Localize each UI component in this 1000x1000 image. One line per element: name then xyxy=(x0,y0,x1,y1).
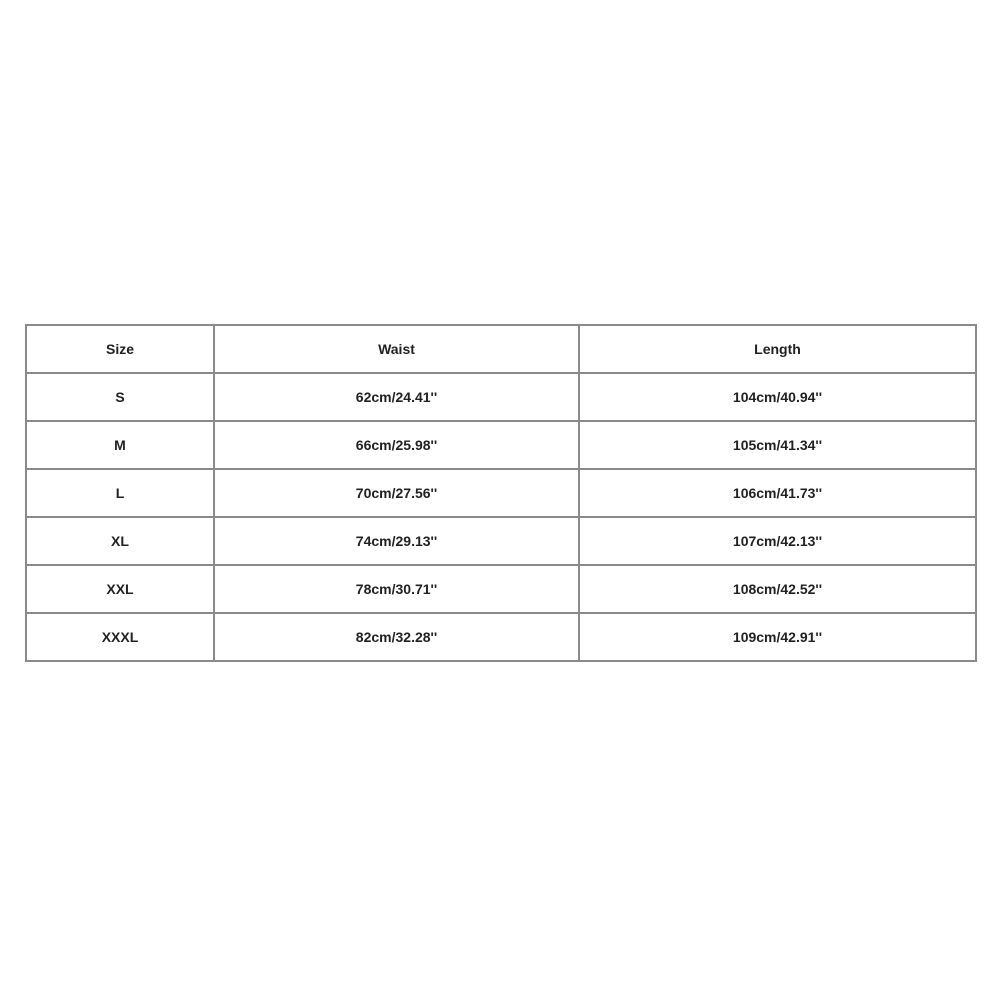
header-length: Length xyxy=(579,325,976,373)
cell-length: 107cm/42.13'' xyxy=(579,517,976,565)
cell-size: S xyxy=(26,373,214,421)
table-row xyxy=(26,613,976,661)
cell-length: 108cm/42.52'' xyxy=(579,565,976,613)
size-chart-table xyxy=(25,324,977,662)
table-row xyxy=(26,421,976,469)
cell-waist: 74cm/29.13'' xyxy=(214,517,579,565)
cell-size: L xyxy=(26,469,214,517)
cell-length: 106cm/41.73'' xyxy=(579,469,976,517)
table-header-row xyxy=(26,325,976,373)
cell-waist: 82cm/32.28'' xyxy=(214,613,579,661)
cell-length: 105cm/41.34'' xyxy=(579,421,976,469)
cell-waist: 66cm/25.98'' xyxy=(214,421,579,469)
cell-size: XXL xyxy=(26,565,214,613)
table-row xyxy=(26,517,976,565)
cell-length: 109cm/42.91'' xyxy=(579,613,976,661)
cell-size: XL xyxy=(26,517,214,565)
cell-size: XXXL xyxy=(26,613,214,661)
cell-waist: 62cm/24.41'' xyxy=(214,373,579,421)
table-row xyxy=(26,373,976,421)
cell-length: 104cm/40.94'' xyxy=(579,373,976,421)
cell-waist: 78cm/30.71'' xyxy=(214,565,579,613)
header-size: Size xyxy=(26,325,214,373)
cell-waist: 70cm/27.56'' xyxy=(214,469,579,517)
table-row xyxy=(26,469,976,517)
header-waist: Waist xyxy=(214,325,579,373)
table-row xyxy=(26,565,976,613)
cell-size: M xyxy=(26,421,214,469)
